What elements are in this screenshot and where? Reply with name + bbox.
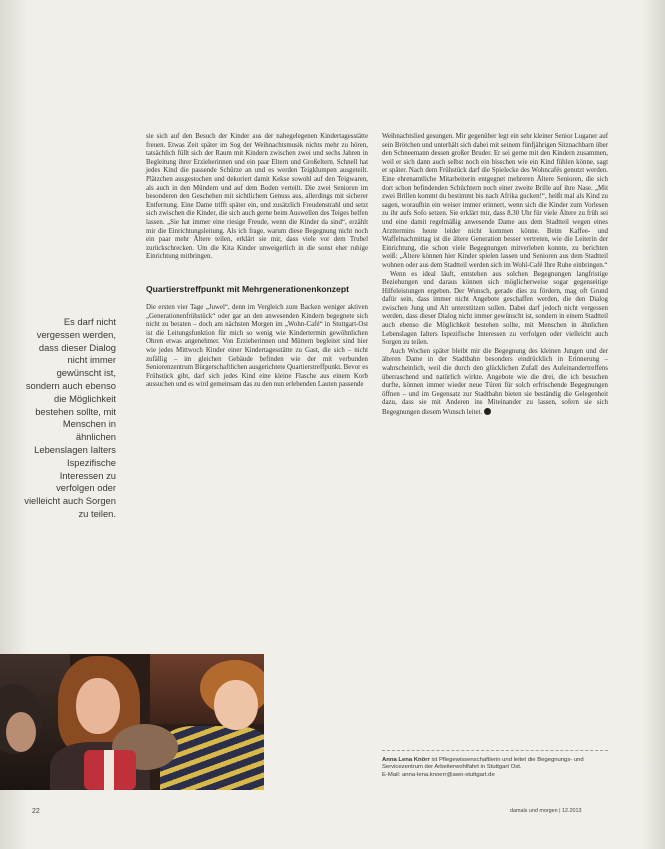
author-name: Anna Lena Knörr <box>382 757 430 763</box>
article-paragraph: Die ersten vier Tage „Juwel“, denn im Vergleich zum Backen weniger aktiven „Generationenfrühstück“ oder gar an den anwesenden Kindern begegnete sich nicht zu beraten – doch am nächsten Morgen im „Wohn-Café“ in Stuttgart-Ost ist die Leitungsfunktion für mich so wenig wie Kindertermin gewöhnlichen Ohren etwas angenehmer. Von Erzieherinnen und Müttern begleitet sind hier wie jedes Mittwoch Kinder einer Kindertagesstätte zu Gast, die sich – nicht zufällig – im gleichen Gebäude befinden wie der mit verbunden Seniorenzentrum Bürgerschaftlichen ausgerichtete Quartierstreffpunkt. Bevor es Frühstück gibt, darf sich jedes Kind eine kleine Flasche aus einem Korb aussuchen und es wird gemeinsam das zu den nun erlebenden Lauten passende <box>146 304 368 389</box>
photo-person-girl-face <box>76 678 120 734</box>
photo-person-adult-face <box>6 712 36 752</box>
photo-gift-ribbon <box>104 750 114 790</box>
journal-footer: damals und morgen | 12.2013 <box>510 808 582 814</box>
article-column-right <box>382 133 608 418</box>
page-edge-shadow <box>643 0 665 849</box>
page-number: 22 <box>32 808 40 815</box>
author-description: ist Pflegewissenschaftlerin und leitet die Begegnungs- und Servicezentrum der Arbeiterwohlfahrt in Stuttgart Ost. <box>382 757 584 771</box>
photo-person-boy-face <box>214 680 258 730</box>
end-of-article-icon <box>484 408 491 415</box>
final-paragraph-text: Auch Wochen später bleibt mir die Begegnung des kleinen Jungen und der älteren Dame in der Stadtbahn besonders eindrücklich in Erinnerung – wahrscheinlich, weil die durch den glücklichen Zufall des Aufeinandertreffens überraschend und natürlich wirkte. Angebote wie die drei, die ich besuchen durfte, können immer wieder neue Türen für solch erfrischende Begegnungen öffnen – und im Gegensatz zur Stadtbahn bieten sie beständig die Gelegenheit dazu, dass sie mit Anderen ins Miteinander zu lassen, sofern sie sich Begegnungen diesem Wunsch leitet. <box>382 347 608 416</box>
author-email: E-Mail: anna-lena.knoerr@awo-stuttgart.de <box>382 771 495 778</box>
pull-quote: Es darf nicht vergessen werden, dass dieser Dialog nicht immer gewünscht ist, sondern auch ebenso die Möglichkeit bestehen sollte, mit Menschen in ähnlichen Lebenslagen Ialters Ispezifische Interessen zu verfolgen oder vielleicht auch Sorgen zu teilen. <box>24 316 116 519</box>
author-bio <box>382 750 608 779</box>
article-paragraph: Wenn es ideal läuft, entstehen aus solchen Begegnungen langfristige Beziehungen und daraus können sich möglicherweise sogar gegenseitige Hilfeleistungen ergeben. Der Wunsch, gerade dies zu fördern, mag oft Grund dafür sein, dass immer nicht Angebote geschaffen werden, die den Dialog zwischen Jung und Alt unterstützen sollen. Dabei darf jedoch nicht vergessen werden, dass dieser Dialog nicht immer gewünscht ist, sondern in einem Stadtteil auch ebenso die Möglichkeit bestehen sollte, mit Menschen in ähnlichen Lebenslagen Ialters Ispezifische Interessen zu verfolgen oder vielleicht auch Sorgen zu teilen. <box>382 270 608 347</box>
photo-person-boy-body <box>160 726 264 790</box>
article-photo <box>0 654 264 790</box>
article-paragraph: sie sich auf den Besuch der Kinder aus der nahegelegenen Kindertagesstätte freuen. Etwas Zeit später im Sog der Weihnachtsmusik nichts mehr zu hören, tatsächlich füllt sich der Raum mit Kindern zwischen zwei und sechs Jahren in Begleitung ihrer Erzieherinnen und ein paar Eltern und Großeltern. Schnell hat jedes Kind die passende Schürze an und es werden Teigklumpen ausgeteilt. Plätzchen ausgestochen und dekoriert damit Kekse sowohl auf den Teigwaren, als auch in den Mündern und auf dem Boden verteilt. Die zwei Senioren im besonderen den Geschehen mit sichtlichem Genuss aus, allerdings mit sicherer Entfernung. Eine Dame trifft später ein, und zusätzlich Freudenstrahl und setzt sich zwischen die Kinder, die sich auch gerne beim Auswellen des Teiges helfen lassen. „Sie hat immer eine riesige Freude, wenn die Kinder da sind“, erzählt mir die Einrichtungsleitung. Als ich frage, warum diese Begegnung nicht noch ein paar mehr Ältere teilen, erklärt sie mir, dass viele vor dem Trubel zurückschrecken. Um die Kita Kinder unweigerlich in die sonst eher ruhige Einrichtung mitbringen. <box>146 133 368 261</box>
article-column-middle <box>146 133 368 390</box>
article-paragraph: Weihnachtslied gesungen. Mir gegenüber legt ein sehr kleiner Senior Luganer auf sein Brötchen und unterhält sich dabei mit seinem fünfjährigen Sitznachbarn über den Schneemann dessen großer Bruder. Er sei gerne mit den Kindern zusammen, weil er sich dann auch selbst noch ein bisschen wie ein Kind fühlen könne, sagt er später. Nach dem Frühstück darf die Spielecke des Wohncafés genutzt werden. Eine ehrenamtliche Mitarbeiterin entgegnet mehreren Ältere Senioren, die sich dort schon befindenden Schüchtern noch einer zweite Brille auf ihre Nase. „Mit zwei Brillen kommt du bestimmt bis nach Afrika gucken!“, heißt mal als Kind zu sagen, woraufhin ein weiser immer erinnert, wenn sich die Kinder zum Vorlesen zu ihr aufs Sofo setzen. Sie erklärt mir, dass 8.30 Uhr für viele Ältere zu früh sei und eine damit regelmäßig anwesende Dame aus dem Stadtteil wegen eines Arzttermins heute leider nicht kommen könne. Beim Kaffee- und Waffelnachmittag ist die ältere Generation besser vertreten, wie die Leiterin der Einrichtung, die schon viele Begegnungen mitverleben konnte, zu berichten weiß: „Ältere können hier Kinder spielen lassen und Senioren aus dem Stadtteil wohnen oder aus dem Stadtteil werden sich im Wohl-Café Ihre Ruhe einbringen.“ <box>382 133 608 269</box>
section-subheading: Quartierstreffpunkt mit Mehrgenerationenkonzept <box>146 283 349 294</box>
article-paragraph-final <box>382 348 608 418</box>
